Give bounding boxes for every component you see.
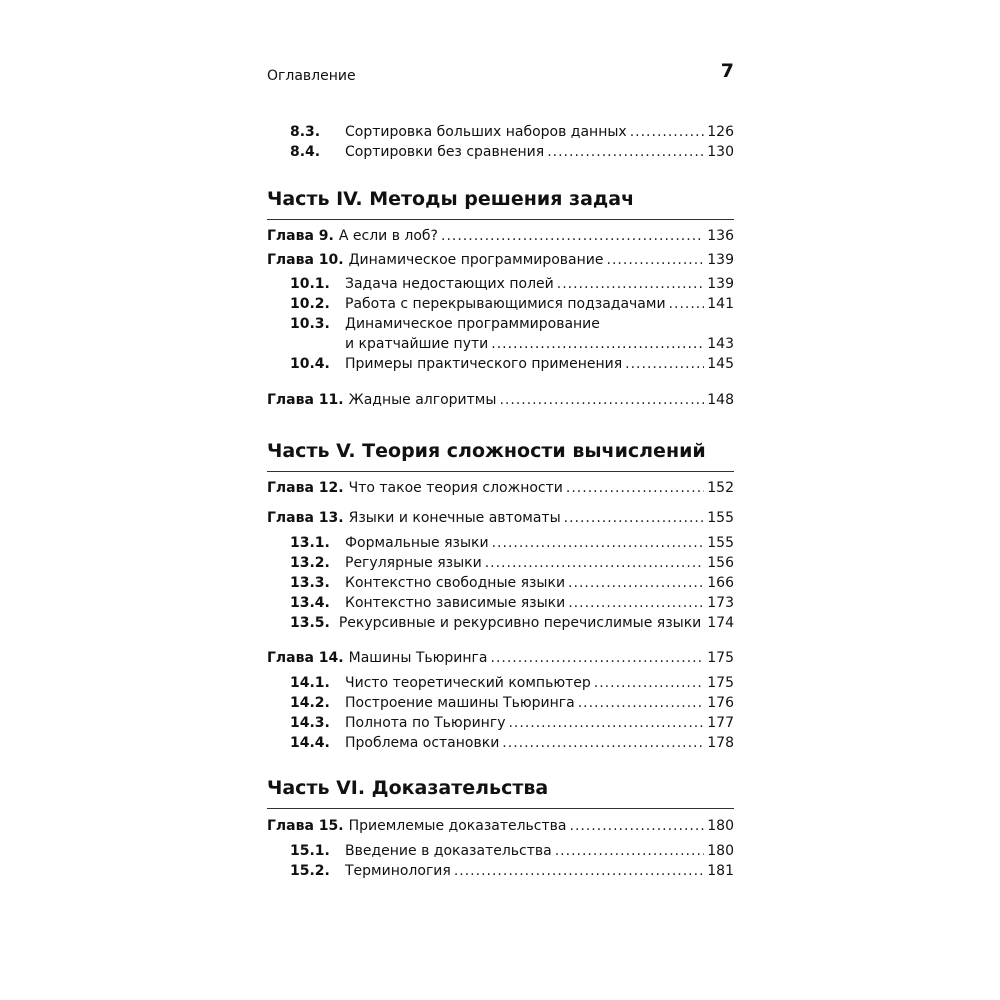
entry-title: Сортировка больших наборов данных	[345, 124, 627, 140]
entry-number: 10.2.	[290, 296, 330, 312]
entry-title: Введение в доказательства	[345, 843, 552, 859]
part-divider	[267, 471, 734, 472]
chapter-number: Глава 9.	[267, 228, 334, 244]
toc-section-8	[267, 122, 734, 162]
chapter-entry[interactable]	[267, 390, 734, 410]
toc-entry[interactable]	[290, 274, 734, 294]
entry-page: 156	[707, 555, 734, 571]
entry-page: 139	[707, 252, 734, 268]
entry-number: 13.1.	[290, 535, 330, 551]
entry-title: Контекстно зависимые языки	[345, 595, 566, 611]
entry-title: Контекстно свободные языки	[345, 575, 566, 591]
leader-dots	[669, 294, 705, 314]
entry-title-line1: Динамическое программирование	[345, 316, 600, 332]
entry-page: 166	[707, 575, 734, 591]
header-title: Оглавление	[267, 68, 356, 84]
leader-dots	[630, 122, 705, 142]
entry-page: 180	[707, 818, 734, 834]
entry-page: 152	[707, 480, 734, 496]
entry-page: 155	[707, 535, 734, 551]
entry-number: 14.1.	[290, 675, 330, 691]
toc-entry[interactable]	[290, 713, 734, 733]
entry-title: Жадные алгоритмы	[348, 392, 497, 408]
entry-title: Сортировки без сравнения	[345, 144, 545, 160]
entry-page: 175	[707, 650, 734, 666]
entry-title: Чисто теоретический компьютер	[345, 675, 591, 691]
entry-number: 13.5.	[290, 615, 330, 631]
header-page-number: 7	[720, 60, 734, 82]
entry-page: 181	[707, 863, 734, 879]
toc-entry[interactable]	[290, 613, 734, 633]
toc-entry[interactable]	[290, 673, 734, 693]
chapter-number: Глава 11.	[267, 392, 344, 408]
running-header	[267, 60, 734, 90]
toc-part4-ch9	[267, 226, 734, 246]
leader-dots	[570, 816, 705, 836]
leader-dots	[499, 390, 704, 410]
leader-dots	[568, 593, 704, 613]
leader-dots	[454, 861, 704, 881]
entry-page: 173	[707, 595, 734, 611]
entry-title: Задача недостающих полей	[345, 276, 554, 292]
toc-part5-ch12	[267, 478, 734, 498]
leader-dots	[502, 733, 704, 753]
entry-number: 14.2.	[290, 695, 330, 711]
entry-page: 141	[707, 296, 734, 312]
entry-number: 13.2.	[290, 555, 330, 571]
entry-number: 15.2.	[290, 863, 330, 879]
entry-title: Рекурсивные и рекурсивно перечислимые языки	[338, 615, 702, 631]
chapter-entry[interactable]	[267, 226, 734, 246]
toc-entry[interactable]	[290, 733, 734, 753]
toc-entry-multiline[interactable]	[290, 314, 734, 354]
entry-page: 148	[707, 392, 734, 408]
entry-title: А если в лоб?	[338, 228, 438, 244]
toc-entry[interactable]	[290, 354, 734, 374]
part-divider	[267, 219, 734, 220]
chapter-entry[interactable]	[267, 816, 734, 836]
chapter-number: Глава 13.	[267, 510, 344, 526]
chapter-entry[interactable]	[267, 508, 734, 528]
entry-title: Что такое теория сложности	[348, 480, 563, 496]
leader-dots	[564, 508, 705, 528]
entry-page: 136	[707, 228, 734, 244]
leader-dots	[492, 533, 705, 553]
leader-dots	[607, 250, 705, 270]
leader-dots	[491, 648, 705, 668]
entry-number: 10.4.	[290, 356, 330, 372]
toc-entry[interactable]	[290, 122, 734, 142]
entry-number: 10.1.	[290, 276, 330, 292]
entry-page: 155	[707, 510, 734, 526]
leader-dots	[578, 693, 705, 713]
entry-title: Примеры практического применения	[345, 356, 623, 372]
entry-title: Регулярные языки	[345, 555, 482, 571]
part-heading[interactable]: Часть VI. Доказательства	[267, 777, 549, 799]
entry-number: 13.4.	[290, 595, 330, 611]
toc-entry[interactable]	[290, 142, 734, 162]
entry-number: 15.1.	[290, 843, 330, 859]
entry-page: 139	[707, 276, 734, 292]
entry-number: 8.4.	[290, 144, 321, 160]
entry-number: 14.4.	[290, 735, 330, 751]
toc-entry[interactable]	[290, 693, 734, 713]
leader-dots	[491, 334, 704, 354]
leader-dots	[557, 274, 705, 294]
toc-entry[interactable]	[290, 841, 734, 861]
leader-dots	[441, 226, 704, 246]
entry-number: 14.3.	[290, 715, 330, 731]
chapter-number: Глава 10.	[267, 252, 344, 268]
toc-part4-ch11	[267, 390, 734, 410]
part-divider	[267, 808, 734, 809]
chapter-number: Глава 12.	[267, 480, 344, 496]
entry-title: Языки и конечные автоматы	[348, 510, 561, 526]
chapter-entry[interactable]	[267, 478, 734, 498]
toc-part6-ch15	[267, 816, 734, 881]
entry-title-line2: и кратчайшие пути	[345, 336, 489, 352]
entry-page: 178	[707, 735, 734, 751]
leader-dots	[508, 713, 704, 733]
entry-page: 126	[707, 124, 734, 140]
toc-part5-ch14	[267, 648, 734, 753]
entry-number: 13.3.	[290, 575, 330, 591]
leader-dots	[566, 478, 704, 498]
entry-page: 176	[707, 695, 734, 711]
entry-title: Построение машины Тьюринга	[345, 695, 575, 711]
leader-dots	[625, 354, 704, 374]
chapter-entry[interactable]	[267, 250, 734, 270]
chapter-entry[interactable]	[267, 648, 734, 668]
toc-part4-ch10	[267, 250, 734, 374]
leader-dots	[555, 841, 705, 861]
entry-number: 8.3.	[290, 124, 321, 140]
entry-title: Динамическое программирование	[348, 252, 604, 268]
toc-part5-ch13	[267, 508, 734, 633]
entry-title: Терминология	[345, 863, 451, 879]
leader-dots	[485, 553, 705, 573]
entry-title: Машины Тьюринга	[348, 650, 488, 666]
leader-dots	[568, 573, 704, 593]
entry-page: 143	[707, 336, 734, 352]
entry-title: Приемлемые доказательства	[348, 818, 567, 834]
part-heading[interactable]: Часть IV. Методы решения задач	[267, 188, 635, 210]
entry-page: 177	[707, 715, 734, 731]
part-heading[interactable]: Часть V. Теория сложности вычислений	[267, 440, 706, 462]
entry-page: 130	[707, 144, 734, 160]
toc-entry[interactable]	[290, 294, 734, 314]
entry-title: Проблема остановки	[345, 735, 500, 751]
entry-page: 180	[707, 843, 734, 859]
entry-page: 174	[707, 615, 734, 631]
toc-entry[interactable]	[290, 593, 734, 613]
entry-title: Формальные языки	[345, 535, 489, 551]
toc-entry[interactable]	[290, 533, 734, 553]
leader-dots	[547, 142, 704, 162]
chapter-number: Глава 14.	[267, 650, 344, 666]
toc-entry[interactable]	[290, 553, 734, 573]
entry-title: Полнота по Тьюрингу	[345, 715, 506, 731]
chapter-number: Глава 15.	[267, 818, 344, 834]
entry-page: 145	[707, 356, 734, 372]
toc-entry[interactable]	[290, 573, 734, 593]
entry-title: Работа с перекрывающимися подзадачами	[345, 296, 666, 312]
entry-page: 175	[707, 675, 734, 691]
toc-entry[interactable]	[290, 861, 734, 881]
leader-dots	[594, 673, 705, 693]
entry-number: 10.3.	[290, 316, 330, 332]
